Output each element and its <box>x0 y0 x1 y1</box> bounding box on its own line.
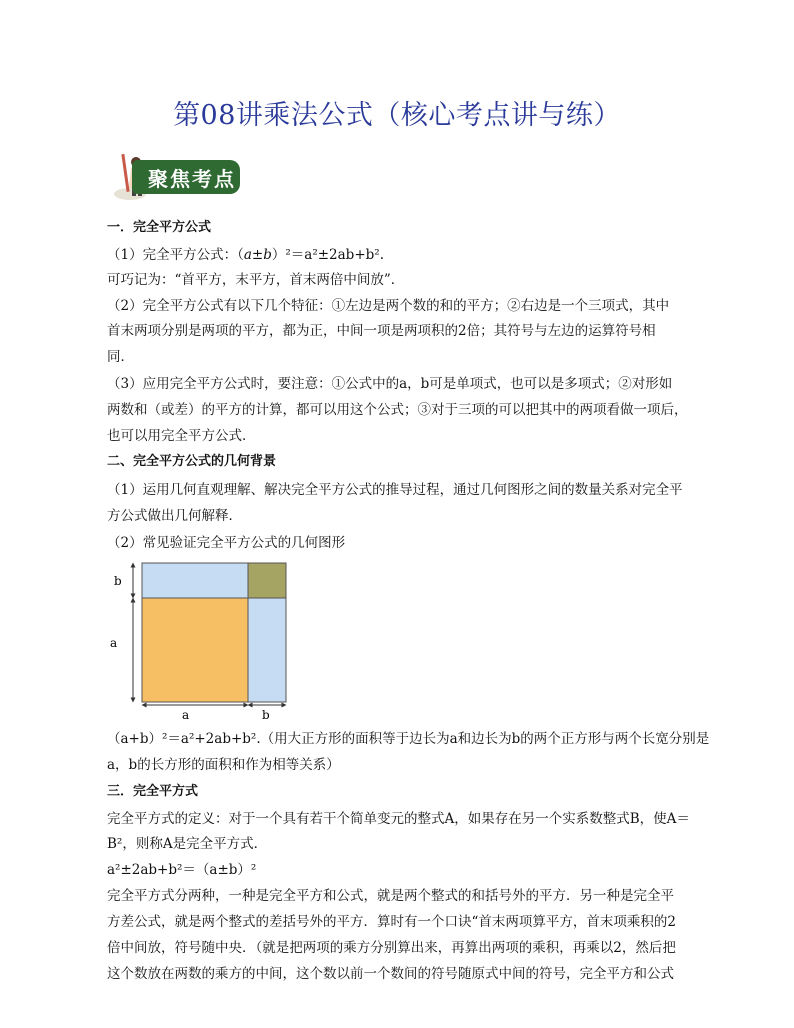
s3-line-6: 倍中间放，符号随中央．（就是把两项的乘方分别算出来，再算出两项的乘积，再乘以2，然后把 <box>107 940 676 956</box>
s3-line-7: 这个数放在两数的乘方的中间，这个数以前一个数间的符号随原式中间的符号，完全平方和公式 <box>107 966 674 982</box>
s1-line-8: 也可以用完全平方公式． <box>107 428 256 444</box>
s3-line-4: 完全平方式分两种，一种是完全平方和公式，就是两个整式的和括号外的平方．另一种是完全平 <box>107 888 674 904</box>
s3-line-2: B²，则称A是完全平方式． <box>107 836 268 852</box>
section-badge <box>104 148 240 202</box>
rect-ab-right <box>248 598 286 702</box>
s1-line-1-var: a±b <box>243 247 272 263</box>
square-a <box>142 598 248 702</box>
s2-line-5: a，b的长方形的面积和作为相等关系） <box>107 757 340 773</box>
s3-line-1: 完全平方式的定义：对于一个具有若干个简单变元的整式A，如果存在另一个实系数整式B，使A＝ <box>107 811 690 827</box>
s1-line-4: 首末两项分别是两项的平方，都为正，中间一项是两项积的2倍；其符号与左边的运算符号相 <box>107 323 656 339</box>
s1-line-3: （2）完全平方公式有以下几个特征：①左边是两个数的和的平方；②右边是一个三项式，其中 <box>107 298 670 314</box>
square-b <box>248 563 286 598</box>
s2-line-3: （2）常见验证完全平方公式的几何图形 <box>107 535 346 551</box>
badge-label: 聚焦考点 <box>148 167 236 191</box>
s3-formula: a²±2ab+b²＝（a±b）² <box>107 862 257 878</box>
page-title: 第08讲乘法公式（核心考点讲与练） <box>173 100 621 131</box>
s2-line-2: 方公式做出几何解释． <box>107 508 242 524</box>
s1-line-1 <box>107 245 384 265</box>
label-a-left: a <box>110 636 118 650</box>
s3-line-5: 方差公式，就是两个整式的差括号外的平方．算时有一个口诀“首末两项算平方，首末项乘积的2 <box>107 914 676 930</box>
s1-line-7: 两数和（或差）的平方的计算，都可以用这个公式；③对于三项的可以把其中的两项看做一项后， <box>107 402 688 418</box>
s1-line-5: 同． <box>107 349 134 365</box>
s2-line-4: （a+b）²＝a²+2ab+b².（用大正方形的面积等于边长为a和边长为b的两个正方形与两个长宽分别是 <box>107 731 710 747</box>
s1-line-1-prefix: （1）完全平方公式：（ <box>107 247 244 263</box>
s2-line-1: （1）运用几何直观理解、解决完全平方公式的推导过程，通过几何图形之间的数量关系对完全平 <box>107 482 683 498</box>
section-2-heading: 二、完全平方公式的几何背景 <box>107 454 277 469</box>
s1-line-6: （3）应用完全平方公式时，要注意：①公式中的a，b可是单项式，也可以是多项式；②对形如 <box>107 376 673 392</box>
section-3-heading: 三．完全平方式 <box>107 784 199 799</box>
s1-line-2: 可巧记为：“首平方，末平方，首末两倍中间放”． <box>107 272 405 288</box>
label-b-bottom: b <box>262 708 270 722</box>
label-b-top: b <box>114 574 122 588</box>
square-diagram <box>100 555 300 725</box>
rect-ab-top <box>142 563 248 598</box>
section-1-heading: 一．完全平方公式 <box>107 220 212 235</box>
label-a-bottom: a <box>182 708 190 722</box>
s1-line-1-formula: ）²＝a²±2ab+b². <box>271 247 384 263</box>
